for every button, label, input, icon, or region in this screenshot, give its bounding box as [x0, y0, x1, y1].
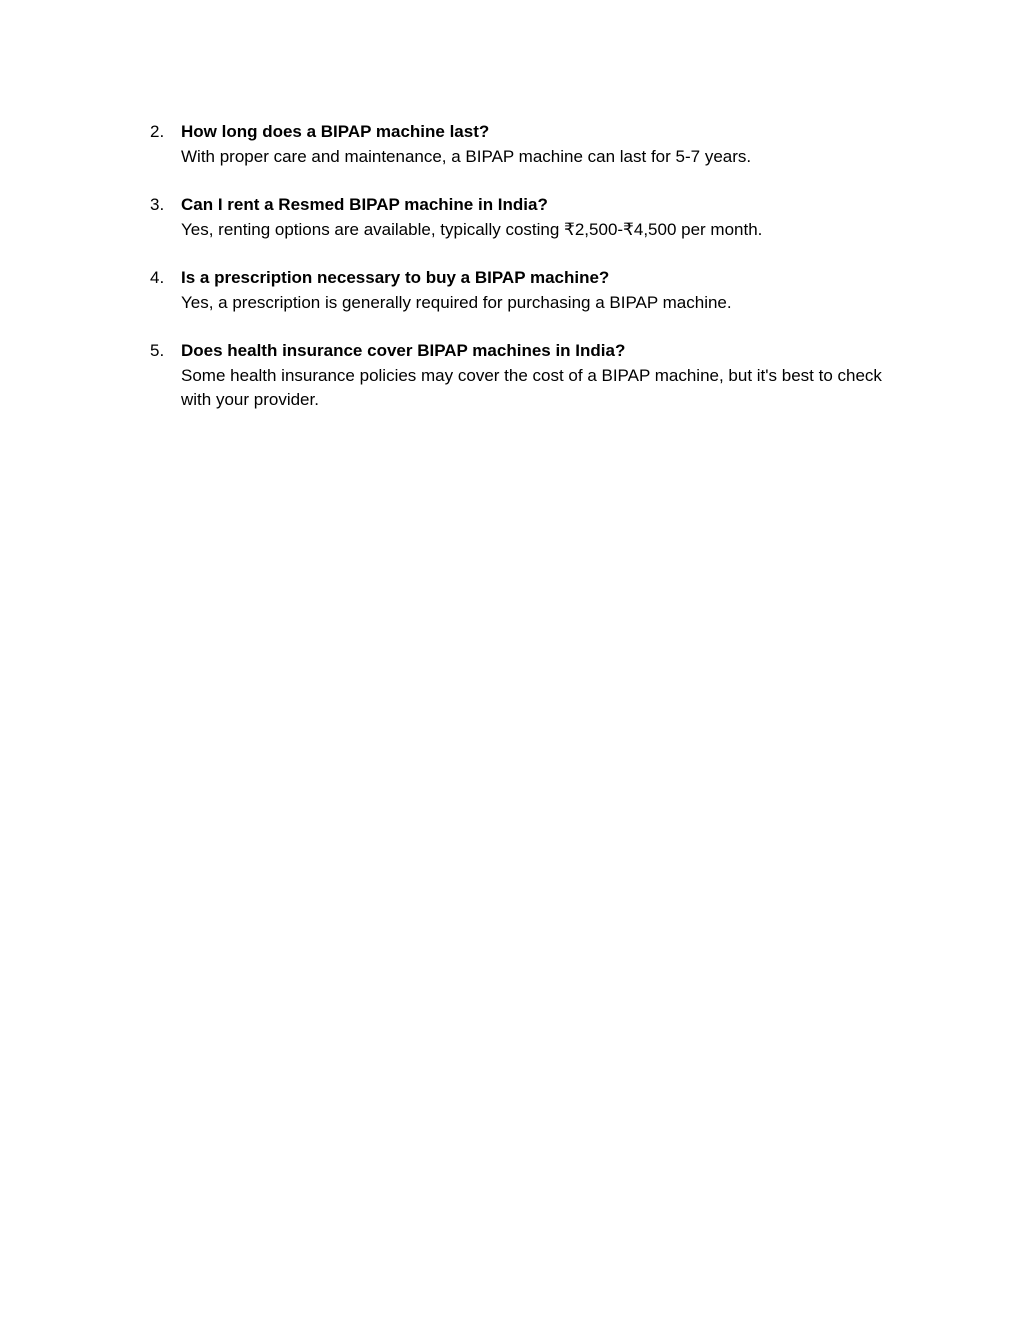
faq-item-number: 4. — [150, 268, 165, 287]
faq-answer: Some health insurance policies may cover the cost of a BIPAP machine, but it's best to check with your provider. — [181, 365, 882, 409]
faq-list — [150, 120, 910, 437]
faq-answer: Yes, a prescription is generally required for purchasing a BIPAP machine. — [181, 292, 732, 312]
faq-item — [150, 193, 910, 242]
faq-item-body — [181, 339, 910, 413]
faq-question: Is a prescription necessary to buy a BIPAP machine? — [181, 268, 610, 287]
faq-answer: With proper care and maintenance, a BIPAP machine can last for 5-7 years. — [181, 146, 752, 166]
faq-answer: Yes, renting options are available, typically costing ₹2,500-₹4,500 per month. — [181, 219, 763, 239]
faq-item — [150, 120, 910, 169]
faq-item — [150, 266, 910, 315]
faq-item-body — [181, 193, 910, 242]
faq-item-number: 5. — [150, 341, 165, 360]
faq-item — [150, 339, 910, 413]
faq-question: How long does a BIPAP machine last? — [181, 122, 490, 141]
faq-question: Can I rent a Resmed BIPAP machine in India? — [181, 195, 548, 214]
faq-item-body — [181, 120, 910, 169]
faq-item-body — [181, 266, 910, 315]
faq-item-number: 3. — [150, 195, 165, 214]
faq-item-number: 2. — [150, 122, 165, 141]
faq-question: Does health insurance cover BIPAP machines in India? — [181, 341, 626, 360]
